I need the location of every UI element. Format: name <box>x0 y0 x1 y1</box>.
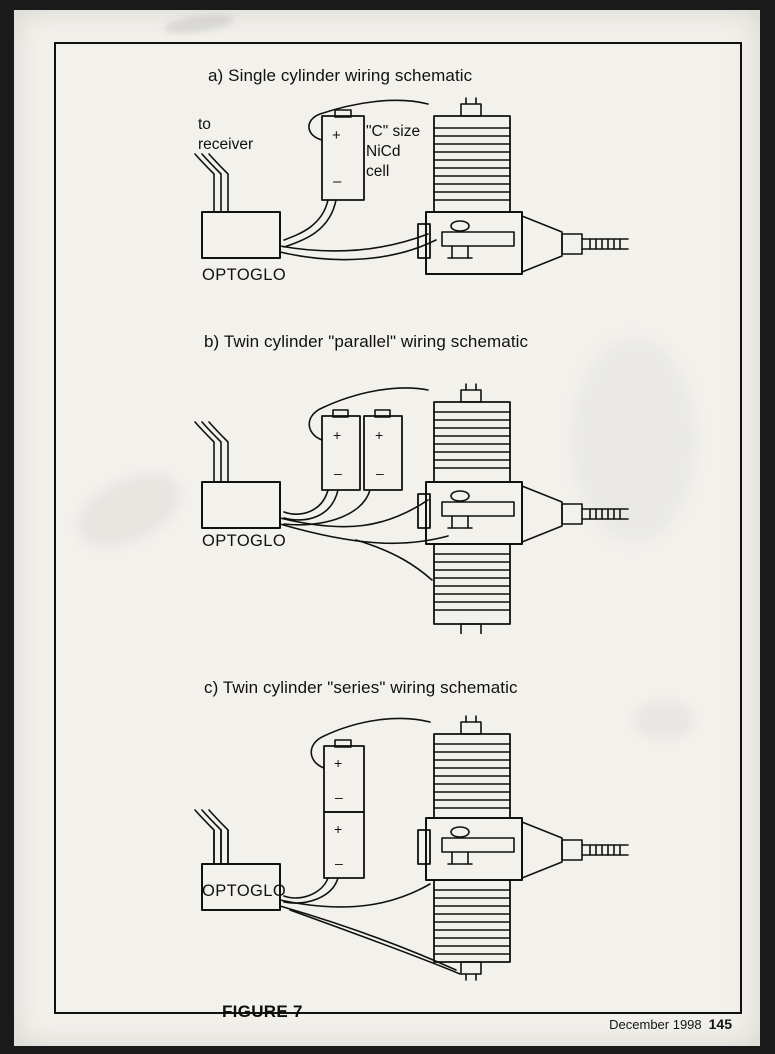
battery-note-line1: "C" size <box>366 123 421 140</box>
battery-a-minus: – <box>333 173 342 190</box>
schematic-c-receiver-leads <box>56 806 740 866</box>
figure-label: FIGURE 7 <box>222 1002 303 1021</box>
section-c-caption: c) Twin cylinder "series" wiring schematic <box>204 678 518 697</box>
schematic-a <box>56 44 740 324</box>
section-b-caption: b) Twin cylinder "parallel" wiring schematic <box>204 332 529 351</box>
footer-page-number: 145 <box>708 1016 732 1032</box>
footer-issue: December 1998 <box>609 1017 702 1032</box>
battery-note-line2: NiCd <box>366 143 401 160</box>
battery-b2-plus: + <box>375 427 384 443</box>
battery-note-line3: cell <box>366 163 390 180</box>
battery-c1-minus: – <box>335 789 343 805</box>
section-a-caption: a) Single cylinder wiring schematic <box>208 66 473 85</box>
battery-c2-minus: – <box>335 855 343 871</box>
battery-b1-minus: – <box>334 465 342 481</box>
figure-border <box>54 42 742 1021</box>
to-receiver-label-line2: receiver <box>198 136 254 153</box>
battery-b1-plus: + <box>333 427 342 443</box>
paper-sheet <box>14 10 760 1046</box>
optoglo-label-a: OPTOGLO <box>202 266 287 284</box>
battery-c2-plus: + <box>334 821 343 837</box>
schematic-b <box>56 304 740 634</box>
battery-a-plus: + <box>332 127 341 144</box>
scan-artifact <box>163 11 235 37</box>
to-receiver-label-line1: to <box>198 116 211 133</box>
optoglo-label-c: OPTOGLO <box>202 882 287 900</box>
battery-b2-minus: – <box>376 465 384 481</box>
battery-c1-plus: + <box>334 755 343 771</box>
page-footer <box>609 1016 732 1032</box>
optoglo-label-b: OPTOGLO <box>202 532 287 550</box>
